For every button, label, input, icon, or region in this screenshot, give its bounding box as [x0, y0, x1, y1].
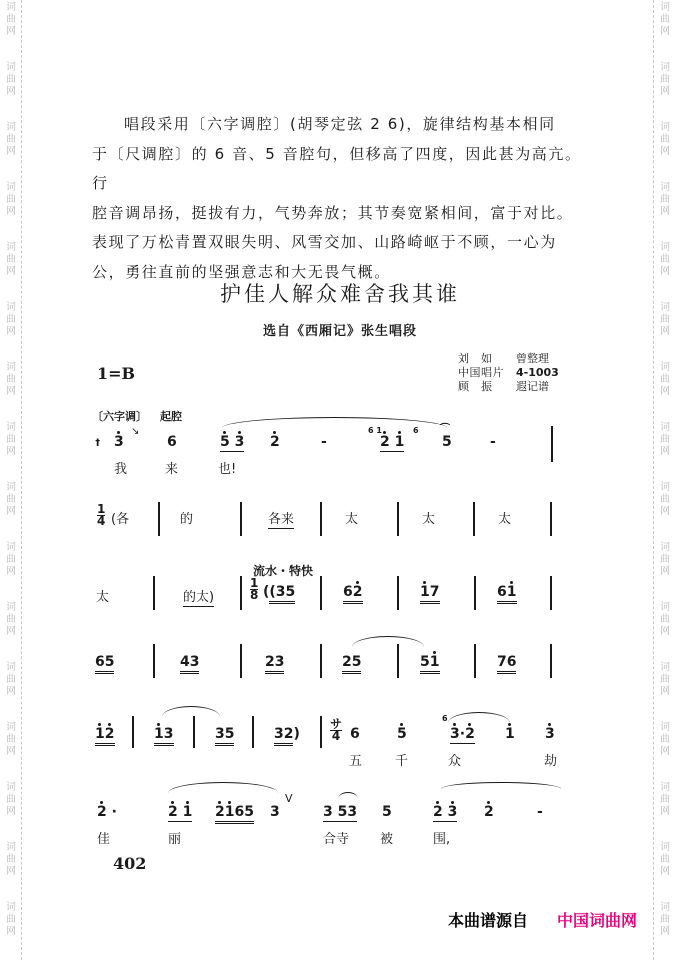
- note: 1: [505, 726, 515, 742]
- note: 3: [114, 434, 124, 450]
- watermark-char: 网: [6, 266, 16, 277]
- note: 6: [350, 726, 360, 742]
- note-group: 17: [420, 584, 440, 604]
- watermark-char: 词: [660, 302, 670, 313]
- watermark-char: 曲: [660, 434, 670, 445]
- watermark-char: 网: [660, 266, 670, 277]
- watermark-char: 词: [6, 122, 16, 133]
- watermark-char: 词: [6, 482, 16, 493]
- barline: [240, 644, 242, 678]
- watermark-char: 曲: [660, 374, 670, 385]
- time-signature: $\frac{\text{サ}}{4}$: [330, 717, 343, 743]
- extend-dash: -: [537, 804, 543, 820]
- barline: [550, 644, 552, 678]
- breath-mark: V: [285, 792, 293, 805]
- watermark-char: 网: [660, 686, 670, 697]
- note: 3: [270, 804, 280, 820]
- watermark-char: 网: [6, 206, 16, 217]
- watermark-char: 词: [660, 62, 670, 73]
- watermark-char: 网: [660, 446, 670, 457]
- watermark-char: 曲: [6, 854, 16, 865]
- watermark-char: 词: [6, 362, 16, 373]
- note-group: ((35: [263, 584, 295, 600]
- watermark-char: 网: [660, 86, 670, 97]
- watermark-char: 词: [6, 542, 16, 553]
- note: 2: [270, 434, 280, 450]
- watermark-char: 网: [660, 866, 670, 877]
- note-group: 61: [497, 584, 517, 604]
- note-group: 35: [215, 726, 234, 746]
- lyric: 丽: [168, 832, 182, 847]
- watermark-group: [658, 482, 672, 518]
- watermark-char: 网: [6, 86, 16, 97]
- note: 2: [484, 804, 494, 820]
- watermark-char: 曲: [660, 794, 670, 805]
- credit-name: 顾 振: [458, 380, 493, 393]
- watermark-char: 曲: [6, 614, 16, 625]
- watermark-group: [658, 902, 672, 938]
- lyric: 五: [349, 754, 363, 769]
- source-label: 本曲谱源自: [448, 911, 529, 930]
- note-group: 65: [95, 654, 114, 674]
- percussion-syllable: 的: [180, 512, 194, 527]
- barline: [397, 502, 399, 536]
- watermark-char: 曲: [660, 14, 670, 25]
- watermark-group: [658, 422, 672, 458]
- watermark-char: 词: [6, 2, 16, 13]
- lyric: 被: [380, 832, 394, 847]
- watermark-group: [658, 242, 672, 278]
- watermark-char: 网: [6, 146, 16, 157]
- watermark-group: [658, 182, 672, 218]
- lyric: 佳: [97, 832, 111, 847]
- mode-label: 〔六字调〕: [92, 410, 147, 423]
- note-group: 2 1: [168, 804, 193, 820]
- watermark-char: 词: [6, 662, 16, 673]
- watermark-char: 词: [660, 2, 670, 13]
- watermark-char: 曲: [660, 314, 670, 325]
- watermark-char: 网: [6, 746, 16, 757]
- watermark-char: 网: [660, 806, 670, 817]
- credit-name: 刘 如: [458, 352, 493, 365]
- watermark-char: 网: [6, 446, 16, 457]
- watermark-char: 曲: [6, 794, 16, 805]
- slur: [162, 706, 220, 717]
- watermark-group: [658, 122, 672, 158]
- watermark-char: 词: [660, 782, 670, 793]
- watermark-char: 曲: [660, 614, 670, 625]
- watermark-char: 网: [6, 566, 16, 577]
- watermark-group: [4, 422, 18, 458]
- note-group: 5 3: [220, 434, 245, 450]
- watermark-char: 网: [660, 626, 670, 637]
- barline: [193, 716, 195, 748]
- watermark-char: 网: [6, 926, 16, 937]
- note-group: 62: [343, 584, 363, 604]
- key-signature: 1=B: [97, 364, 136, 383]
- watermark-char: 网: [6, 26, 16, 37]
- watermark-char: 网: [6, 326, 16, 337]
- percussion-syllable: 太: [498, 512, 512, 527]
- extend-dash: -: [321, 434, 327, 450]
- grace-note: 6: [413, 426, 419, 435]
- watermark-char: 曲: [6, 494, 16, 505]
- barline: [240, 502, 242, 536]
- song-title: 护佳人解众难舍我其谁: [220, 282, 460, 306]
- watermark-char: 曲: [660, 254, 670, 265]
- watermark-char: 曲: [660, 854, 670, 865]
- lyric: 众: [448, 754, 462, 769]
- watermark-char: 曲: [660, 194, 670, 205]
- watermark-char: 网: [660, 566, 670, 577]
- watermark-char: 曲: [6, 14, 16, 25]
- barline: [474, 644, 476, 678]
- watermark-char: 曲: [6, 914, 16, 925]
- watermark-char: 曲: [6, 314, 16, 325]
- note: 5: [397, 726, 407, 742]
- watermark-char: 曲: [660, 914, 670, 925]
- watermark-left: [2, 0, 24, 960]
- watermark-char: 词: [6, 602, 16, 613]
- watermark-group: [658, 542, 672, 578]
- watermark-group: [658, 722, 672, 758]
- percussion-syllable: 各来: [268, 508, 294, 529]
- barline: [550, 502, 552, 536]
- watermark-char: 词: [6, 62, 16, 73]
- watermark-group: [4, 722, 18, 758]
- prose-line: 表现了万松青置双眼失明、风雪交加、山路崎岖于不顾，一心为: [92, 233, 557, 251]
- watermark-char: 词: [660, 842, 670, 853]
- lyric: 也!: [218, 462, 237, 477]
- note-group: 32): [274, 726, 300, 742]
- note-group: 2 1: [380, 434, 405, 450]
- watermark-group: [658, 782, 672, 818]
- watermark-group: [4, 782, 18, 818]
- watermark-right: [656, 0, 678, 960]
- note-group: 25: [342, 654, 361, 674]
- watermark-group: [4, 122, 18, 158]
- extend-dash: -: [490, 434, 496, 450]
- barline: [397, 576, 399, 610]
- watermark-char: 曲: [6, 134, 16, 145]
- source-site-link[interactable]: 中国词曲网: [557, 911, 638, 930]
- watermark-char: 词: [6, 242, 16, 253]
- barline: [551, 426, 553, 462]
- barline: [252, 716, 254, 748]
- percussion-syllable: 太: [345, 512, 359, 527]
- prose-line: 公，勇往直前的坚强意志和大无畏气概。: [92, 262, 391, 281]
- watermark-char: 曲: [6, 674, 16, 685]
- watermark-char: 网: [660, 746, 670, 757]
- barline: [397, 644, 399, 678]
- watermark-char: 词: [660, 362, 670, 373]
- watermark-char: 曲: [6, 374, 16, 385]
- watermark-char: 词: [660, 182, 670, 193]
- percussion-syllable: 太: [422, 512, 436, 527]
- watermark-char: 曲: [6, 254, 16, 265]
- song-subtitle: 选自《西厢记》张生唱段: [262, 324, 417, 339]
- slur: [338, 792, 358, 799]
- watermark-char: 曲: [660, 674, 670, 685]
- watermark-char: 曲: [660, 734, 670, 745]
- note-group: 3 53: [323, 804, 358, 820]
- tempo-label: 起腔: [160, 410, 182, 423]
- watermark-char: 网: [6, 386, 16, 397]
- lyric: 千: [395, 754, 409, 769]
- lyric: 我: [114, 462, 128, 477]
- watermark-char: 曲: [660, 134, 670, 145]
- note-group: 2165: [215, 804, 254, 824]
- watermark-char: 词: [660, 422, 670, 433]
- slur: [448, 712, 510, 723]
- barline: [153, 576, 155, 610]
- watermark-group: [658, 842, 672, 878]
- note: 5: [382, 804, 392, 820]
- note-group: 51: [420, 654, 440, 674]
- grace-note: 6: [442, 714, 448, 723]
- watermark-group: [4, 242, 18, 278]
- watermark-group: [4, 482, 18, 518]
- watermark-char: 网: [6, 506, 16, 517]
- watermark-group: [4, 902, 18, 938]
- credit-role: 遐记谱: [516, 380, 549, 393]
- time-signature: $\frac{1}{8}$: [250, 576, 259, 602]
- watermark-char: 网: [660, 26, 670, 37]
- watermark-char: 词: [6, 422, 16, 433]
- watermark-char: 词: [6, 722, 16, 733]
- barline: [320, 576, 322, 610]
- watermark-char: 网: [660, 146, 670, 157]
- tempo-label: 流水・特快: [253, 564, 314, 578]
- watermark-char: 曲: [660, 74, 670, 85]
- note-group: 23: [265, 654, 284, 674]
- watermark-group: [658, 62, 672, 98]
- barline: [550, 576, 552, 610]
- watermark-char: 词: [660, 242, 670, 253]
- prose-line: 唱段采用〔六字调腔〕(胡琴定弦 2 6)，旋律结构基本相同: [124, 115, 556, 133]
- slur: [441, 782, 561, 789]
- barline: [473, 502, 475, 536]
- grace-notes: 6 1: [368, 426, 382, 435]
- watermark-char: 网: [6, 806, 16, 817]
- note: 6: [167, 434, 177, 450]
- watermark-group: [4, 542, 18, 578]
- watermark-group: [4, 2, 18, 38]
- record-number: 4-1003: [516, 366, 559, 379]
- watermark-char: 词: [660, 542, 670, 553]
- watermark-group: [4, 62, 18, 98]
- note-group: 12: [95, 726, 115, 746]
- note: 5: [442, 434, 452, 450]
- barline: [240, 576, 242, 610]
- watermark-char: 网: [660, 926, 670, 937]
- note-group: 76: [497, 654, 516, 674]
- watermark-group: [4, 362, 18, 398]
- note-group: 43: [180, 654, 199, 674]
- percussion-syllable: 的太): [183, 586, 214, 607]
- watermark-group: [4, 602, 18, 638]
- lyric: 合寺: [323, 832, 350, 847]
- watermark-char: 词: [6, 182, 16, 193]
- watermark-char: 词: [660, 122, 670, 133]
- prose-line: 腔音调昂扬，挺拔有力，气势奔放；其节奏宽紧相间，富于对比。: [92, 203, 574, 222]
- credit-name: 中国唱片: [458, 366, 504, 379]
- glide-mark: ↘: [131, 426, 140, 437]
- watermark-char: 曲: [660, 554, 670, 565]
- watermark-char: 词: [6, 302, 16, 313]
- watermark-char: 曲: [6, 734, 16, 745]
- watermark-char: 网: [660, 326, 670, 337]
- watermark-char: 曲: [6, 434, 16, 445]
- prose-line: 于〔尺调腔〕的 6 音、5 音腔句，但移高了四度，因此甚为高亢。行: [92, 144, 582, 192]
- time-signature: $\frac{1}{4}$: [97, 502, 106, 528]
- barline: [320, 644, 322, 678]
- barline: [320, 502, 322, 536]
- barline: [153, 644, 155, 678]
- watermark-group: [658, 662, 672, 698]
- note: 2 ·: [97, 804, 117, 820]
- slur: [352, 636, 424, 647]
- watermark-char: 网: [660, 506, 670, 517]
- lyric: 劫: [544, 754, 558, 769]
- barline: [158, 502, 160, 536]
- watermark-char: 词: [660, 602, 670, 613]
- watermark-char: 词: [6, 842, 16, 853]
- fermata-icon: ⌒: [440, 424, 450, 435]
- watermark-char: 词: [660, 722, 670, 733]
- watermark-char: 词: [660, 662, 670, 673]
- credit-role: 曾整理: [516, 352, 549, 365]
- intro-paragraph: [92, 110, 592, 287]
- note: 3: [545, 726, 555, 742]
- watermark-group: [658, 2, 672, 38]
- barline: [474, 576, 476, 610]
- watermark-char: 网: [660, 206, 670, 217]
- watermark-group: [4, 182, 18, 218]
- percussion-syllable: 太: [96, 590, 110, 605]
- watermark-char: 曲: [6, 74, 16, 85]
- watermark-char: 网: [6, 626, 16, 637]
- watermark-group: [658, 602, 672, 638]
- watermark-char: 曲: [6, 554, 16, 565]
- barline: [132, 716, 134, 748]
- watermark-char: 词: [6, 902, 16, 913]
- note-group: 13: [154, 726, 174, 746]
- lyric: 围,: [433, 832, 451, 847]
- slur: [168, 782, 278, 793]
- percussion-syllable: (各: [111, 512, 130, 527]
- credits: [458, 352, 559, 394]
- watermark-char: 曲: [6, 194, 16, 205]
- watermark-char: 词: [6, 782, 16, 793]
- watermark-char: 词: [660, 902, 670, 913]
- watermark-group: [658, 362, 672, 398]
- watermark-group: [4, 662, 18, 698]
- free-meter-mark: ꝉ: [95, 438, 101, 449]
- lyric: 来: [165, 462, 179, 477]
- right-dashed-margin: [653, 0, 654, 960]
- page-number: 402: [113, 854, 147, 873]
- watermark-char: 网: [660, 386, 670, 397]
- note-group: 2 3: [433, 804, 458, 820]
- watermark-char: 网: [6, 686, 16, 697]
- barline: [320, 716, 322, 748]
- watermark-char: 网: [6, 866, 16, 877]
- watermark-char: 词: [660, 482, 670, 493]
- note-group: 3·2: [450, 726, 475, 742]
- watermark-group: [4, 842, 18, 878]
- watermark-char: 曲: [660, 494, 670, 505]
